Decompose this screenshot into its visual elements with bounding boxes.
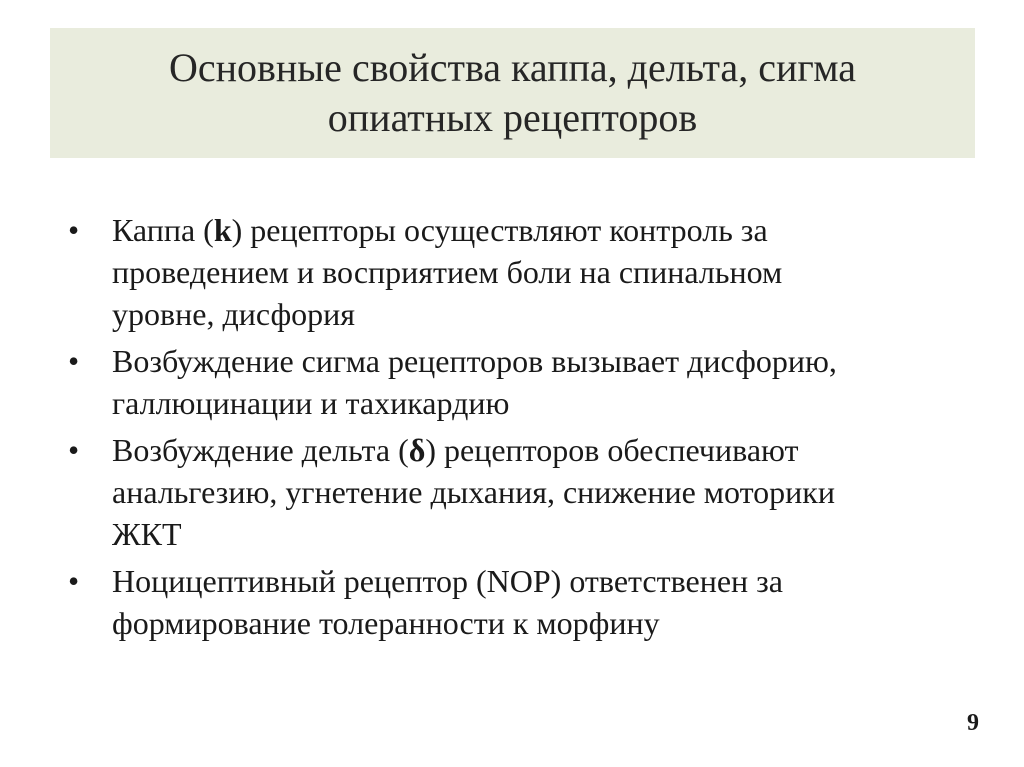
bullet-line [112,340,837,382]
bullet-text [112,209,782,335]
bullet-item [68,340,968,424]
bullet-line [112,429,835,471]
bullet-marker: • [68,563,80,599]
bullet-item [68,429,968,555]
text-run: ) рецепторы осуществляют контроль за [231,212,768,248]
bullet-line [112,471,835,513]
text-run: галлюцинации и тахикардию [112,385,510,421]
bullet-text [112,560,783,644]
slide-title-box [50,28,975,158]
bullet-line [112,293,782,335]
text-run: Возбуждение сигма рецепторов вызывает дисфорию, [112,343,837,379]
bullet-marker: • [68,212,80,248]
bullet-marker: • [68,343,80,379]
bullet-text [112,429,835,555]
text-run: ) рецепторов обеспечивают [425,432,799,468]
page-number: 9 [967,710,979,736]
bullet-text [112,340,837,424]
text-run: Каппа ( [112,212,214,248]
bold-symbol: k [213,212,232,248]
bullet-marker: • [68,432,80,468]
bullet-line [112,602,783,644]
bullet-list [68,209,968,649]
text-run: анальгезию, угнетение дыхания, снижение моторики [112,474,835,510]
text-run: уровне, дисфория [112,296,356,332]
text-run: Ноцицептивный рецептор (NOP) ответственен за [112,563,783,599]
slide-title-line-1: Основные свойства каппа, дельта, сигма [168,45,857,90]
bullet-item [68,209,968,335]
bullet-item [68,560,968,644]
text-run: формирование толеранности к морфину [112,605,660,641]
bold-symbol: δ [408,432,426,468]
bullet-line [112,513,835,555]
text-run: Возбуждение дельта ( [112,432,409,468]
text-run: ЖКТ [112,516,182,552]
slide-title-line-2: опиатных рецепторов [327,95,698,140]
bullet-line [112,209,782,251]
text-run: проведением и восприятием боли на спинальном [112,254,783,290]
bullet-line [112,251,782,293]
bullet-line [112,560,783,602]
bullet-line [112,382,837,424]
